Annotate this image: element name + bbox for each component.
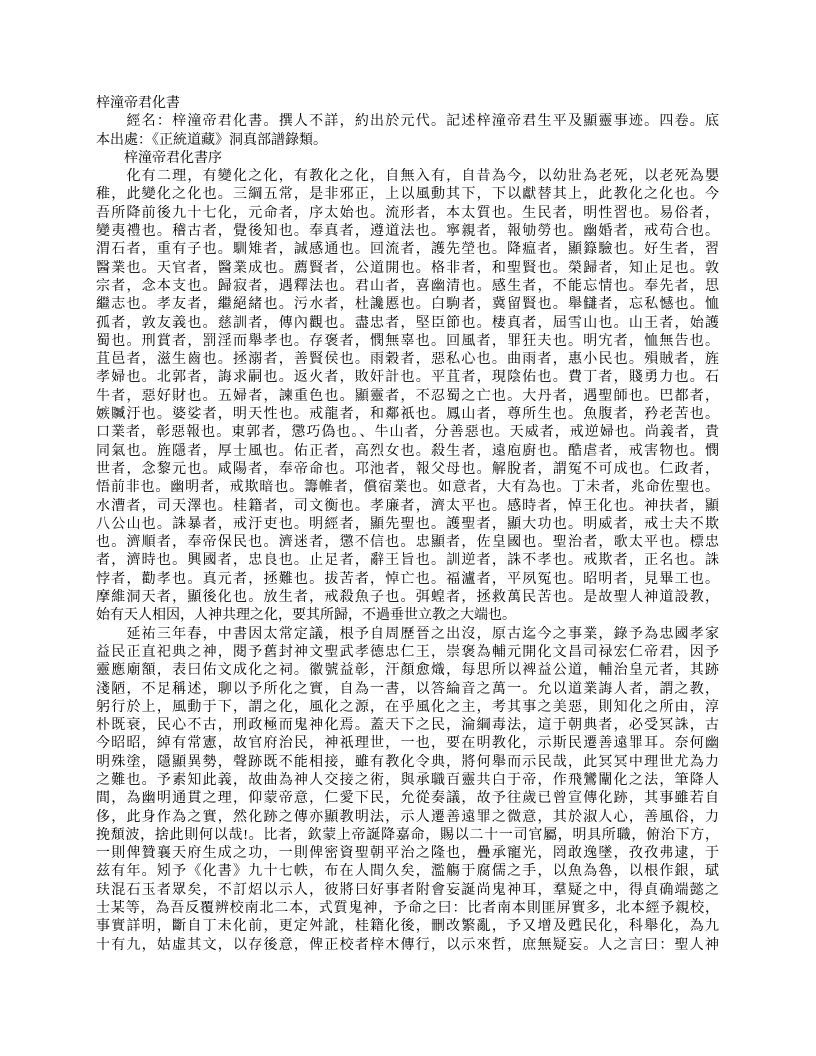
body-line: 靈應廟額，表曰佑文成化之祠。徽號益彰，汗顏愈熾，每思所以裨益公道，輔治皇元者，其跡 (96, 663, 719, 679)
body-line: 繼志也。孝友者，繼絕緒也。污水者，杜讒慝也。白駒者，冀留賢也。舉讎者，忘私憾也。恤 (96, 297, 719, 313)
body-line: 之難也。予素知此義，故曲為神人交接之術，與承職百靈共白于帝，作飛鸞闡化之法，筆降人 (96, 772, 719, 788)
body-line: 苴邑者，滋生齒也。拯溺者，善賢侯也。雨穀者，惡私心也。曲雨者，惠小民也。殞賊者，旌 (96, 352, 719, 368)
body-line: 益民正直祀典之神，閱予舊封神文聖武孝德忠仁王，崇褒為輔元開化文昌司禄宏仁帝君，因予 (96, 644, 719, 660)
body-line: 同氣也。旌隱者，厚士風也。佑正者，高烈女也。殺生者，遠庖廚也。酷虐者，戒害物也。憫 (96, 443, 719, 459)
body-line: 吾所降前後九十七化，元命者，序太始也。流形者，本太質也。生民者，明性習也。易俗者， (96, 205, 719, 221)
body-line: 躬行於上，風動于下，謂之化，風化之源，在乎風化之主，考其事之美惡，則知化之所由，淳 (96, 699, 719, 715)
document-text (96, 95, 719, 955)
body-line: 渭石者，重有子也。馴雉者，誠感通也。回流者，護先塋也。降瘟者，顯籙驗也。好生者，習 (96, 242, 719, 258)
body-line: 嫉贓汙也。婆娑者，明天性也。戒龍者，和鄰祇也。鳳山者，尊所生也。魚腹者，矜老苦也。 (96, 407, 719, 423)
body-line: 宗者，念本支也。歸寂者，遇釋法也。君山者，喜幽清也。感生者，不能忘情也。奉先者，思 (96, 278, 719, 294)
body-line: 蜀也。刑賞者，罰淫而舉孝也。存褒者，憫無辜也。回風者，罪狂夫也。明宄者，恤無告也。 (96, 333, 719, 349)
body-line: 今昭昭，綽有常憲，故官府治民，神祇理世，一也，要在明教化，示斯民遷善遠罪耳。奈何幽 (96, 736, 719, 752)
body-line: 稚，此變化之化也。三綱五常，是非邪正，上以風動其下，下以獻替其上，此教化之化也。今 (96, 187, 719, 203)
body-line: 化有二理，有變化之化，有教化之化，自無入有，自昔為今，以幼壯為老死，以老死為嬰 (96, 169, 719, 185)
body-line: 士某等，為吾反覆辨校南北二本，式質鬼神，予命之曰：比者南本則匪屏實多，北本經予親校， (96, 901, 719, 917)
abstract-line: 經名：梓潼帝君化書。撰人不詳，約出於元代。記述梓潼帝君生平及顯靈事迹。四卷。底 (96, 114, 719, 130)
body-line: 醫業也。天官者，醫業成也。薦賢者，公道開也。格非者，和聖賢也。榮歸者，知止足也。敦 (96, 260, 719, 276)
abstract-line: 本出處：《正統道藏》洞真部譜錄類。 (96, 132, 327, 148)
body-line: 朴既衰，民心不古，刑政極而鬼神化焉。蓋天下之民，淪綱毒法，這于朝典者，必受冥誅，古 (96, 718, 719, 734)
body-line: 者，濟時也。興國者，忠良也。止足者，辭王旨也。訓逆者，誅不孝也。戒欺者，正名也。誅 (96, 553, 719, 569)
body-line: 水漕者，司天澤也。桂籍者，司文衡也。孝廉者，濟太平也。感時者，悼王化也。神扶者，顯 (96, 498, 719, 514)
body-line: 悟前非也。幽明者，戒欺暗也。籌帷者，償宿業也。如意者，大有為也。丁未者，兆命佐聖也。 (96, 480, 719, 496)
body-line: 牛者，惡好財也。五婦者，諫重色也。顯靈者，不忍蜀之亡也。大丹者，遇聖師也。巴都者， (96, 388, 719, 404)
body-line: 兹有年。矧予《化書》九十七帙，布在人間久矣，濫觴于腐儒之手，以魚為魯，以根作銀，珷 (96, 864, 719, 880)
body-line: 始有天人相因，人神共理之化，要其所歸，不過垂世立教之大端也。 (96, 608, 516, 624)
body-line: 挽頹波，捨此則何以哉!。比者，欽蒙上帝誕降嘉命，賜以二十一司官屬，明具所職，俯治下方， (96, 827, 719, 843)
body-line: 八公山也。誅暴者，戒汙吏也。明經者，顯先聖也。護聖者，顯大功也。明威者，戒士夫不欺 (96, 516, 719, 532)
body-line: 間，為幽明通貫之理，仰蒙帝意，仁愛下民，允從奏議，故予往歲已曾宣傳化跡，其事雖若自 (96, 791, 719, 807)
body-line: 玞混石玉者眾矣，不訂炤以示人，彼將曰好事者附會妄誕尚鬼神耳，羣疑之中，得貞确端懿之 (96, 882, 719, 898)
body-line: 變夷禮也。稽古者，覺後知也。奉真者，遵道法也。寧親者，報劬勞也。幽婚者，戒苟合也。 (96, 224, 719, 240)
section-heading-line: 梓潼帝君化書序 (96, 150, 222, 166)
body-line: 悖者，勸孝也。真元者，拯難也。拔苦者，悼亡也。福瀘者，平夙冤也。昭明者，見畢工也。 (96, 571, 719, 587)
body-line: 世者，念黎元也。咸陽者，奉帝命也。邛池者，報父母也。解脫者，謂冤不可成也。仁政者， (96, 461, 719, 477)
body-line: 明殊塗，隱顯異勢，聲跡既不能相接，雖有教化令典，將何舉而示民哉，此冥冥中理世尤為力 (96, 754, 719, 770)
doc-title-line: 梓潼帝君化書 (96, 96, 180, 111)
body-line: 孤者，敦友義也。慈訓者，傳內觀也。盡忠者，堅臣節也。棲真者，屆雪山也。山王者，始護 (96, 315, 719, 331)
body-line: 十有九，姑虛其文，以存後意，俾正校者梓木傳行，以示來哲，庶無疑妄。人之言曰：聖人神 (96, 937, 719, 953)
body-line: 事實詳明，斷自丁未化前，更定舛訛，桂籍化後，刪改繁亂，予又增及甦民化，科舉化，為九 (96, 919, 719, 935)
body-line: 口業者，彰惡報也。東郭者，懲巧偽也。、牛山者，分善惡也。天威者，戒逆婦也。尚義者，貴 (96, 425, 719, 441)
body-line: 淺陋，不足稱述，聊以予所化之實，自為一書，以答綸音之萬一。允以道業誨人者，謂之教， (96, 681, 719, 697)
body-line: 侈，此身作為之實，然化跡之傳亦顯教明法，示人遷善遠罪之微意，其於淑人心，善風俗，力 (96, 809, 719, 825)
body-line: 孝婦也。北郭者，誨求嗣也。返火者，敗奸計也。平苴者，現陰佑也。費丁者，賤勇力也。石 (96, 370, 719, 386)
body-line: 一則俾贊襄天府生成之功，一則俾密資聖朝平治之隆也，疊承寵光，罔敢逸墜，孜孜弗逮，于 (96, 846, 719, 862)
body-line: 摩維洞天者，顯後化也。放生者，戒殺魚子也。弭蝗者，拯救萬民苦也。是故聖人神道設教， (96, 590, 719, 606)
body-line: 延祐三年春，中書因太常定議，根予自周歷晉之出沒，原古迄今之事業，錄予為忠國孝家 (96, 626, 719, 642)
body-line: 也。濟順者，奉帝保民也。濟迷者，懲不信也。忠顯者，佐皇國也。聖治者，歌太平也。標忠 (96, 535, 719, 551)
